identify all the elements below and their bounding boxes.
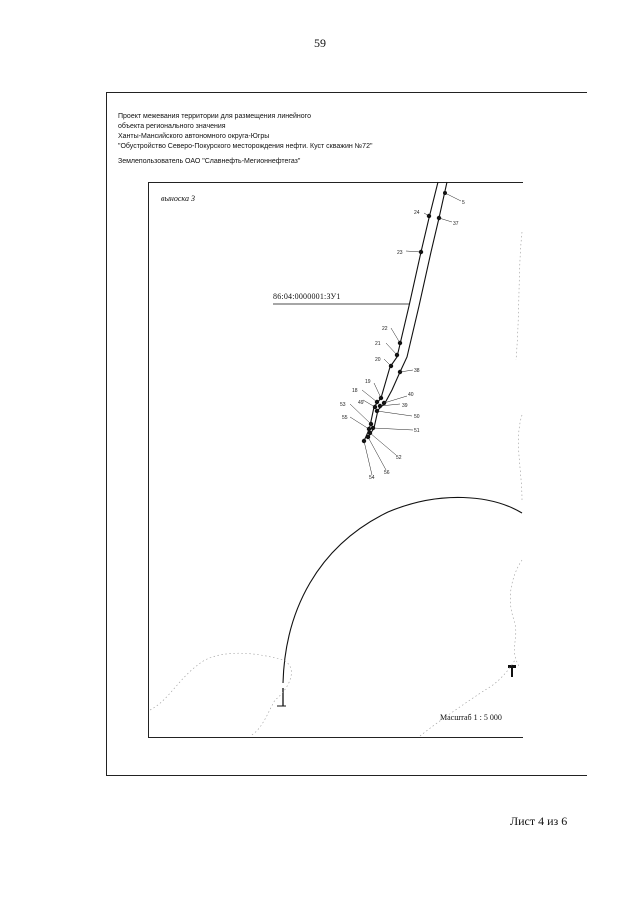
point-label-24: 24 — [414, 210, 420, 216]
point-label-37: 37 — [453, 221, 459, 227]
point-label-21: 21 — [375, 341, 381, 347]
point-label-49: 49 — [358, 400, 364, 406]
header-line-5: Землепользователь ОАО "Славнефть-Мегионнефтегаз" — [118, 158, 301, 165]
point-label-19: 19 — [365, 379, 371, 385]
sheet-label: Лист 4 из 6 — [510, 814, 568, 828]
point-label-22: 22 — [382, 326, 388, 332]
point-label-5: 5 — [462, 200, 465, 206]
point-label-50: 50 — [414, 414, 420, 420]
scale-label: Масштаб 1 : 5 000 — [440, 713, 502, 722]
header-line-3: Ханты-Мансийского автономного округа-Югры — [118, 133, 270, 140]
point-label-56: 56 — [384, 470, 390, 476]
point-label-20: 20 — [375, 357, 381, 363]
header-line-2: объекта регионального значения — [118, 123, 226, 130]
point-label-39: 39 — [402, 403, 408, 409]
header-line-1: Проект межевания территории для размещения линейного — [118, 113, 311, 120]
point-label-38: 38 — [414, 368, 420, 374]
point-label-51: 51 — [414, 428, 420, 434]
point-label-40: 40 — [408, 392, 414, 398]
point-label-53: 53 — [340, 402, 346, 408]
point-label-52: 52 — [396, 455, 402, 461]
page-number: 59 — [314, 36, 326, 50]
point-label-55: 55 — [342, 415, 348, 421]
point-label-18: 18 — [352, 388, 358, 394]
point-label-23: 23 — [397, 250, 403, 256]
parcel-cadastral-label: 86:04:0000001:ЗУ1 — [273, 292, 341, 301]
header-line-4: "Обустройство Северо-Покурского месторождения нефти. Куст скважин №72" — [118, 143, 373, 150]
point-label-54: 54 — [369, 475, 375, 481]
callout-label: выноска 3 — [161, 194, 195, 203]
